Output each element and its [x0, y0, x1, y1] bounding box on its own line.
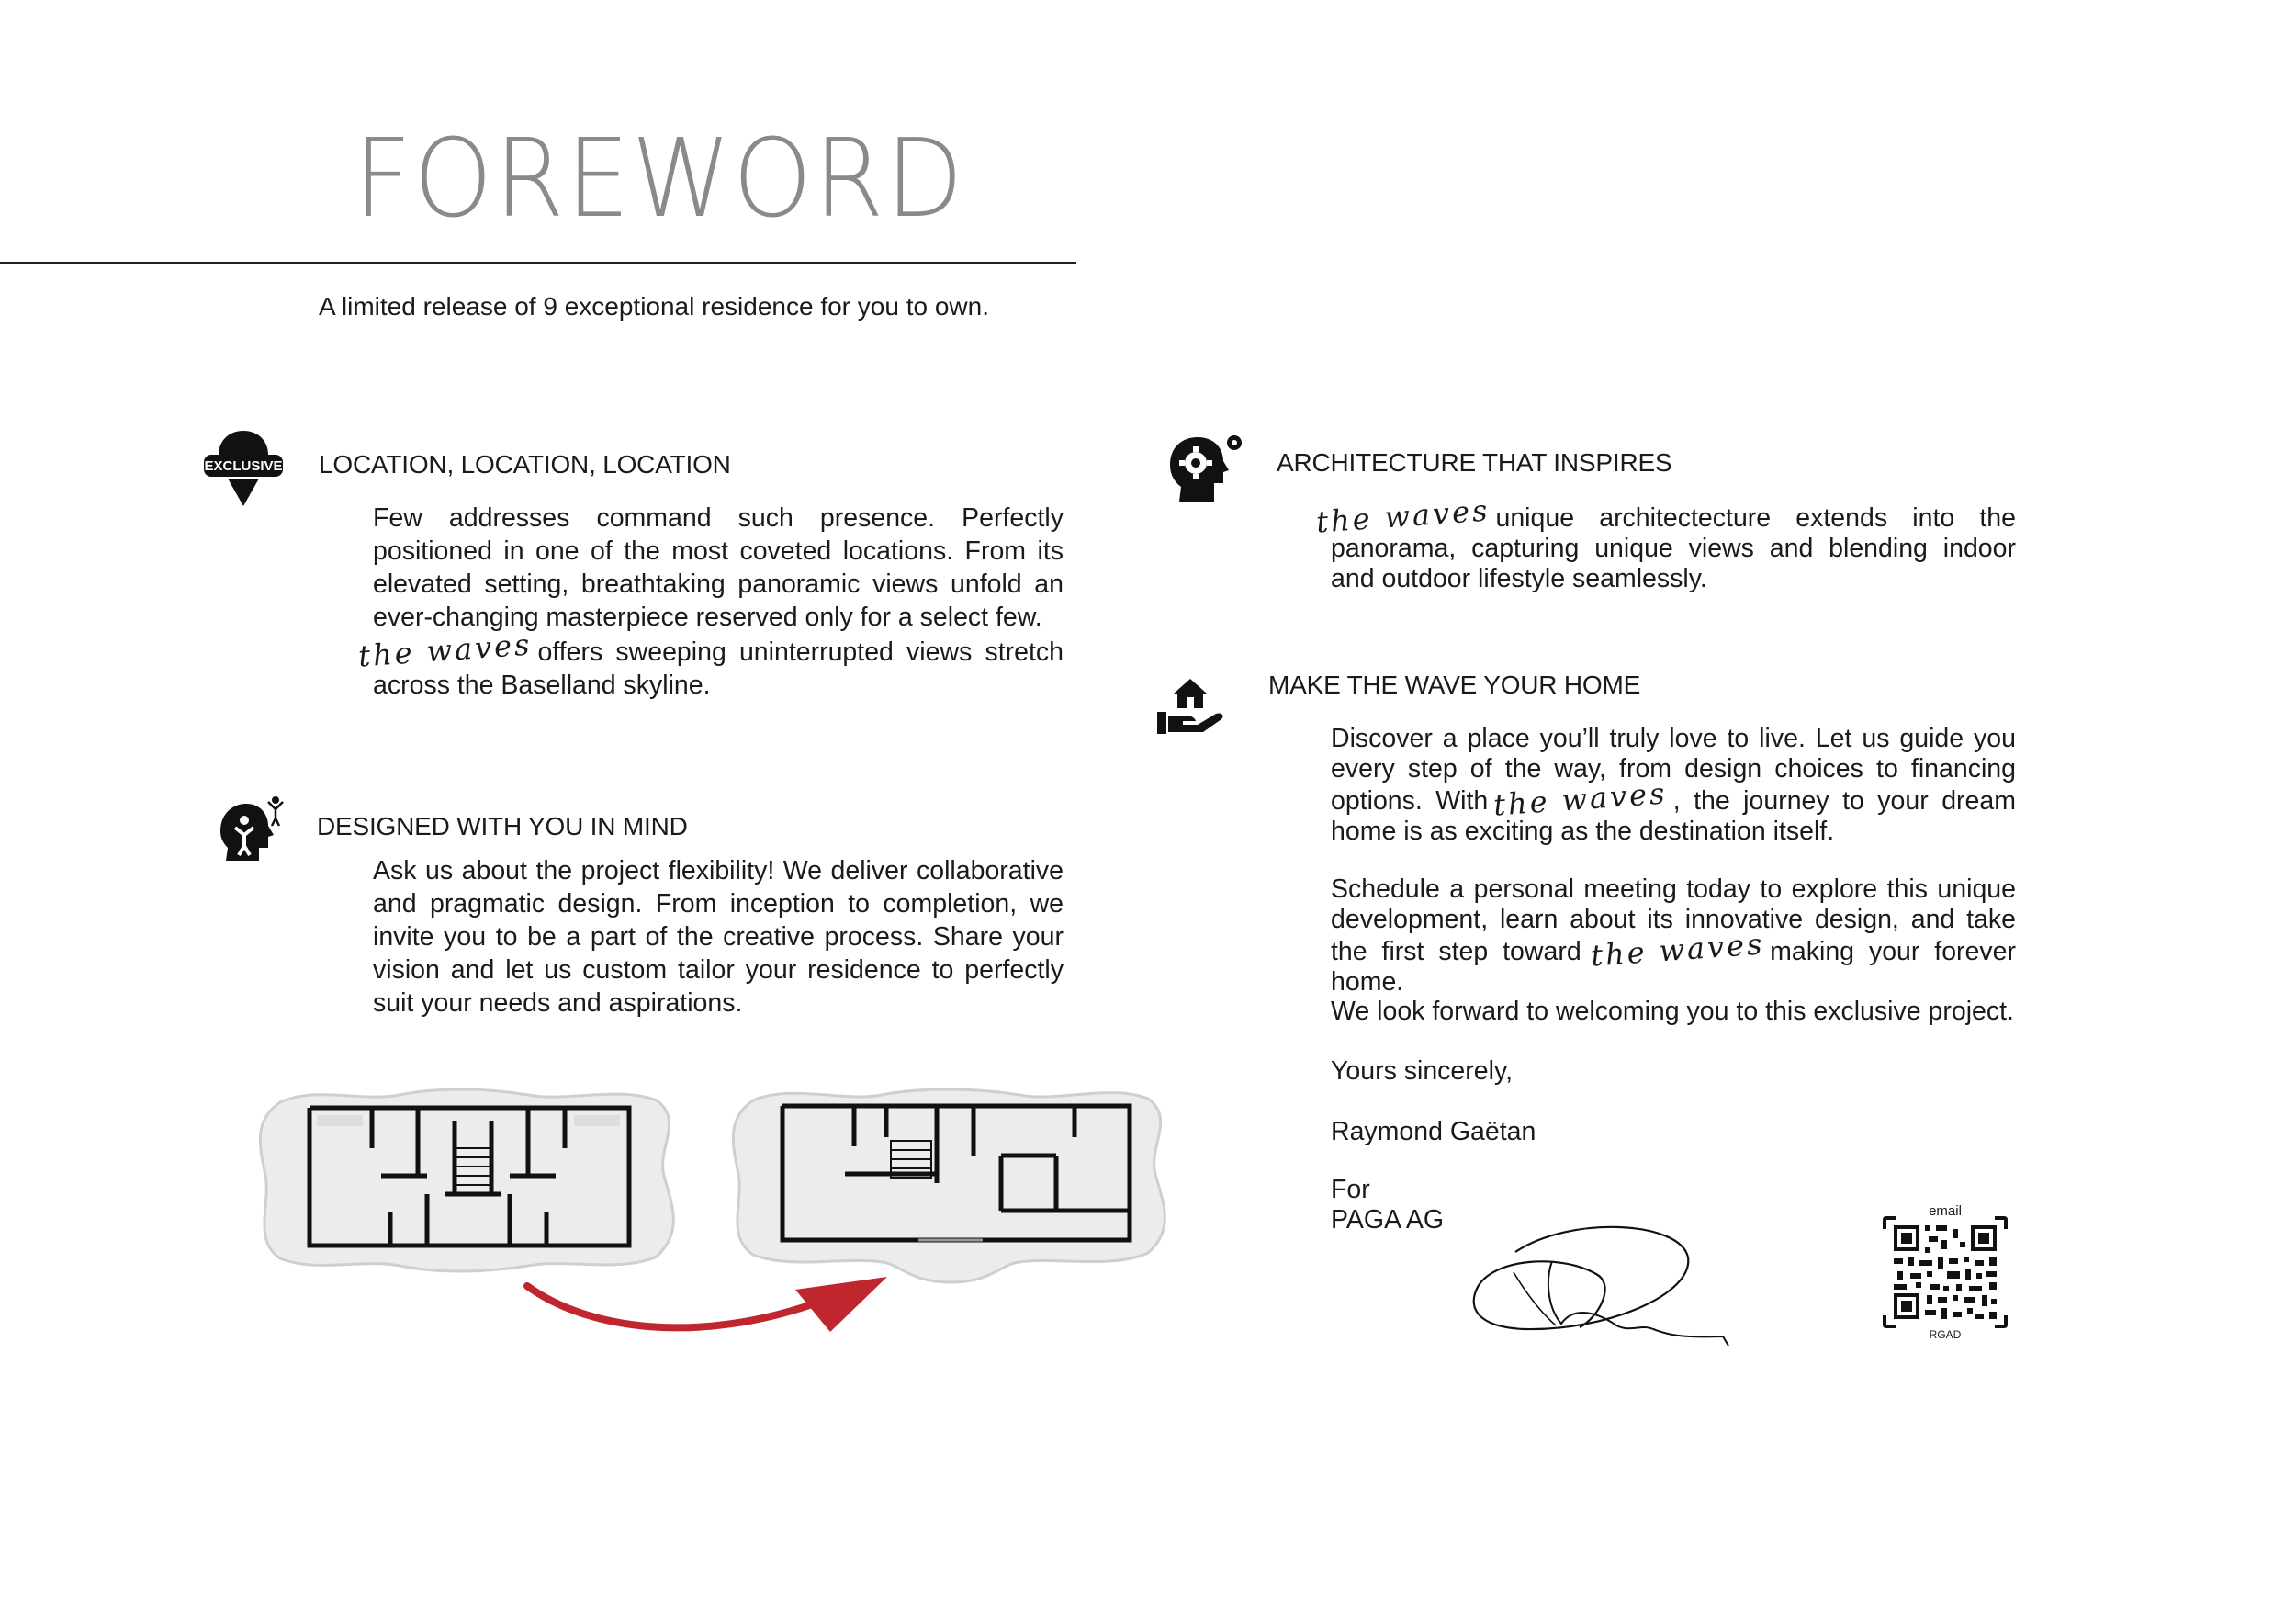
heading-architecture: ARCHITECTURE THAT INSPIRES [1277, 448, 1672, 477]
location-pin-exclusive-icon [202, 427, 285, 514]
architecture-text: the waves unique architectecture extends into the panorama, capturing unique views and blending indoor and outdoor lifestyle seamlessly. [1314, 492, 2016, 593]
location-paragraph-2: the waves offers sweeping uninterrupted views stretch across the Baselland skyline. [356, 626, 1064, 700]
home-paragraph-2: Schedule a personal meeting today to explore this unique development, learn about its innovative design, and take the first step toward the waves making your forever home. [1331, 874, 2016, 997]
brand-script: the waves [1492, 775, 1669, 823]
brand-script: the waves [356, 626, 534, 674]
brand-script: the waves [1589, 926, 1766, 974]
qr-code[interactable] [1881, 1203, 2009, 1341]
heading-location: LOCATION, LOCATION, LOCATION [319, 450, 731, 479]
hand-house-icon [1155, 675, 1229, 744]
signature [1460, 1217, 1736, 1350]
home-paragraph-1: Discover a place you’ll truly love to live. Let us guide you every step of the way, from design choices to financing options. With the waves , the journey to your dream home is as exciting as the destination itself. [1331, 724, 2016, 846]
qr-top-label: email [1929, 1203, 1962, 1219]
home-paragraph-3: We look forward to welcoming you to this exclusive project. [1331, 997, 2014, 1026]
person-idea-icon [211, 795, 285, 873]
floor-plan-before [253, 1084, 684, 1281]
transition-arrow [514, 1266, 900, 1353]
location-paragraph-1: Few addresses command such presence. Perfectly positioned in one of the most coveted locations. From its elevated setting, breathtaking panoramic views unfold an ever-changing masterpiece reserved only for a select few. [373, 503, 1064, 632]
exclusive-badge-text: EXCLUSIVE [204, 458, 283, 474]
signatory-name: Raymond Gaëtan [1331, 1117, 1536, 1146]
heading-home: MAKE THE WAVE YOUR HOME [1268, 671, 1641, 699]
closing: Yours sincerely, [1331, 1056, 1514, 1086]
location-text [356, 502, 1064, 702]
floor-plan-after [726, 1082, 1176, 1293]
title-divider [0, 262, 1076, 264]
page-title: FOREWORD [354, 115, 965, 242]
head-gear-icon [1165, 432, 1247, 510]
heading-designed: DESIGNED WITH YOU IN MIND [317, 812, 688, 840]
designed-text: Ask us about the project flexibility! We deliver collaborative and pragmatic design. From inception to completion, we invite you to be a part of the creative process. Share your vision and let us custom tailor your residence to perfectly suit your needs and aspirations. [373, 856, 1064, 1018]
brand-script: the waves [1314, 492, 1491, 540]
qr-bottom-label: RGAD [1929, 1328, 1962, 1341]
company-block: For PAGA AG [1331, 1175, 1445, 1235]
subtitle: A limited release of 9 exceptional residence for you to own. [319, 292, 989, 321]
